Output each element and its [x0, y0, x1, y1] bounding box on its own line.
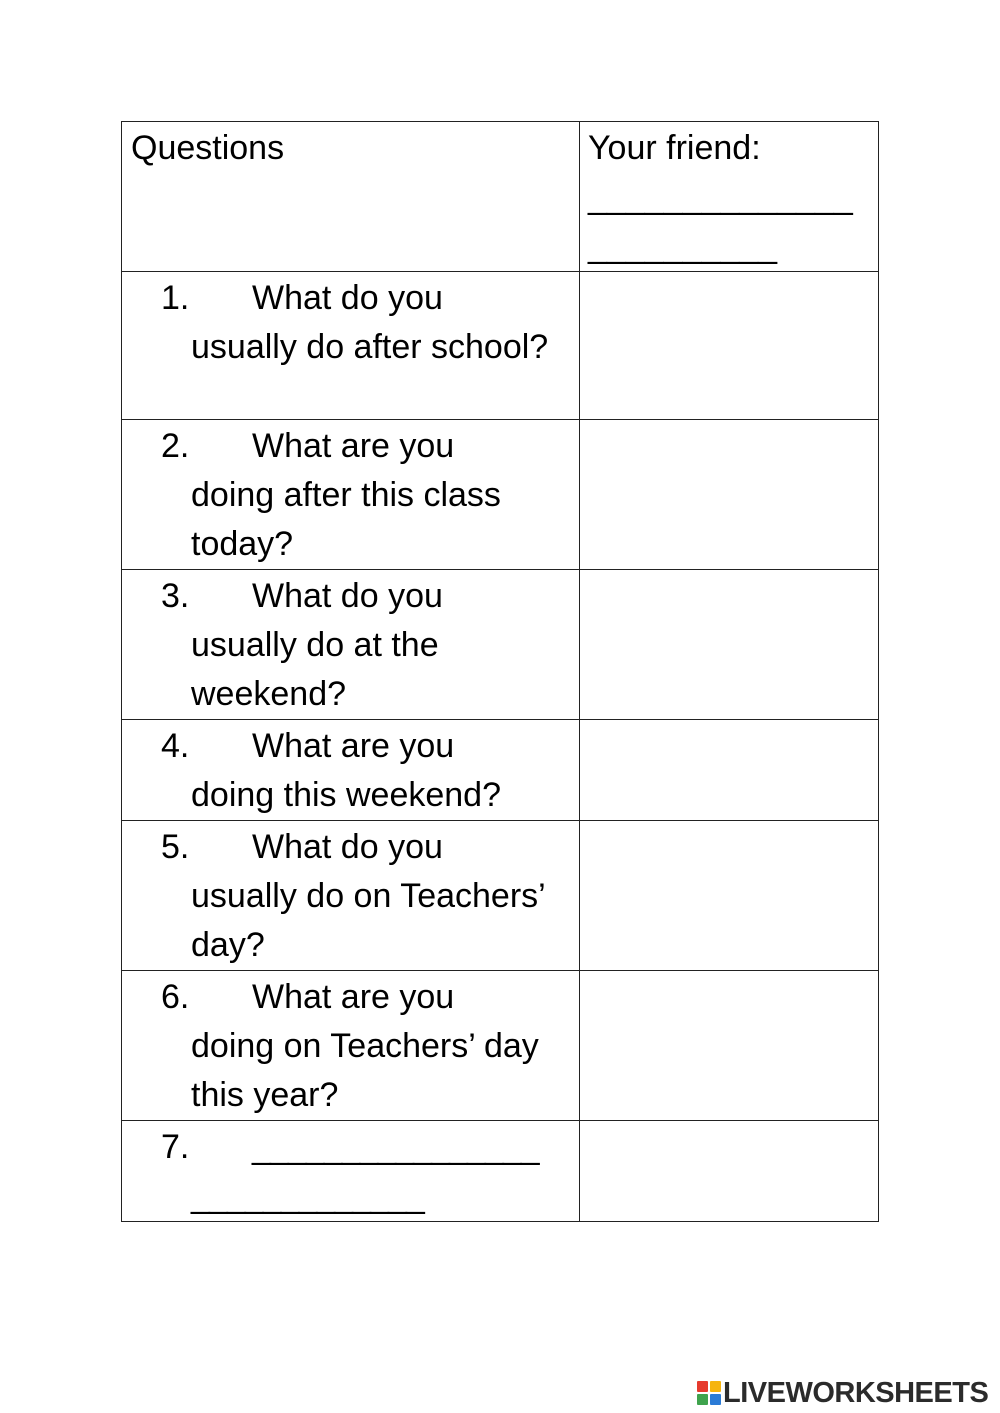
question-text-start: What are you — [252, 427, 455, 465]
question-number: 4. — [161, 727, 190, 765]
friend-name-blank[interactable]: ________________________ — [588, 178, 853, 265]
question-cell[interactable] — [122, 1121, 580, 1222]
table-row — [122, 1121, 879, 1222]
liveworksheets-logo — [697, 1378, 988, 1408]
answer-cell[interactable] — [580, 420, 879, 570]
table-header-row — [122, 122, 879, 272]
question-cell — [122, 272, 580, 420]
answer-cell[interactable] — [580, 272, 879, 420]
question-number: 3. — [161, 577, 190, 615]
friend-header[interactable] — [580, 122, 879, 272]
answer-cell[interactable] — [580, 720, 879, 821]
question-number: 5. — [161, 828, 190, 866]
answer-cell[interactable] — [580, 821, 879, 971]
question-number: 2. — [161, 427, 190, 465]
table-row — [122, 570, 879, 720]
question-text-rest: usually do on Teachers’ day? — [191, 877, 545, 964]
question-text-start: What do you — [252, 279, 443, 317]
questions-header — [122, 122, 580, 272]
answer-cell[interactable] — [580, 1121, 879, 1222]
question-number: 1. — [161, 279, 190, 317]
table-row — [122, 720, 879, 821]
table-row — [122, 971, 879, 1121]
logo-square-yellow — [710, 1381, 721, 1392]
question-text-start: What are you — [252, 978, 455, 1016]
logo-square-blue — [710, 1394, 721, 1405]
friend-header-label: Your friend: — [588, 129, 761, 167]
table-row — [122, 272, 879, 420]
question-text-start: What do you — [252, 577, 443, 615]
question-number: 7. — [161, 1128, 190, 1166]
answer-cell[interactable] — [580, 570, 879, 720]
table-row — [122, 821, 879, 971]
logo-square-green — [697, 1394, 708, 1405]
question-cell — [122, 420, 580, 570]
question-cell — [122, 570, 580, 720]
custom-question-blank-continued[interactable]: _____________ — [191, 1177, 424, 1215]
answer-cell[interactable] — [580, 971, 879, 1121]
question-text-rest: usually do after school? — [191, 328, 549, 366]
question-text-rest: usually do at the weekend? — [191, 626, 439, 713]
question-text-start: What do you — [252, 828, 443, 866]
custom-question-blank[interactable]: ________________ — [252, 1128, 539, 1166]
question-text-rest: doing after this class today? — [191, 476, 501, 563]
liveworksheets-logo-icon — [697, 1381, 721, 1405]
question-cell — [122, 971, 580, 1121]
logo-square-red — [697, 1381, 708, 1392]
logo-text: LIVEWORKSHEETS — [723, 1376, 989, 1409]
questions-header-label: Questions — [131, 129, 285, 167]
question-text-rest: doing on Teachers’ day this year? — [191, 1027, 539, 1114]
questions-table — [121, 121, 879, 1222]
table-row — [122, 420, 879, 570]
question-cell — [122, 720, 580, 821]
question-text-start: What are you — [252, 727, 455, 765]
question-text-rest: doing this weekend? — [191, 776, 502, 814]
question-cell — [122, 821, 580, 971]
question-number: 6. — [161, 978, 190, 1016]
